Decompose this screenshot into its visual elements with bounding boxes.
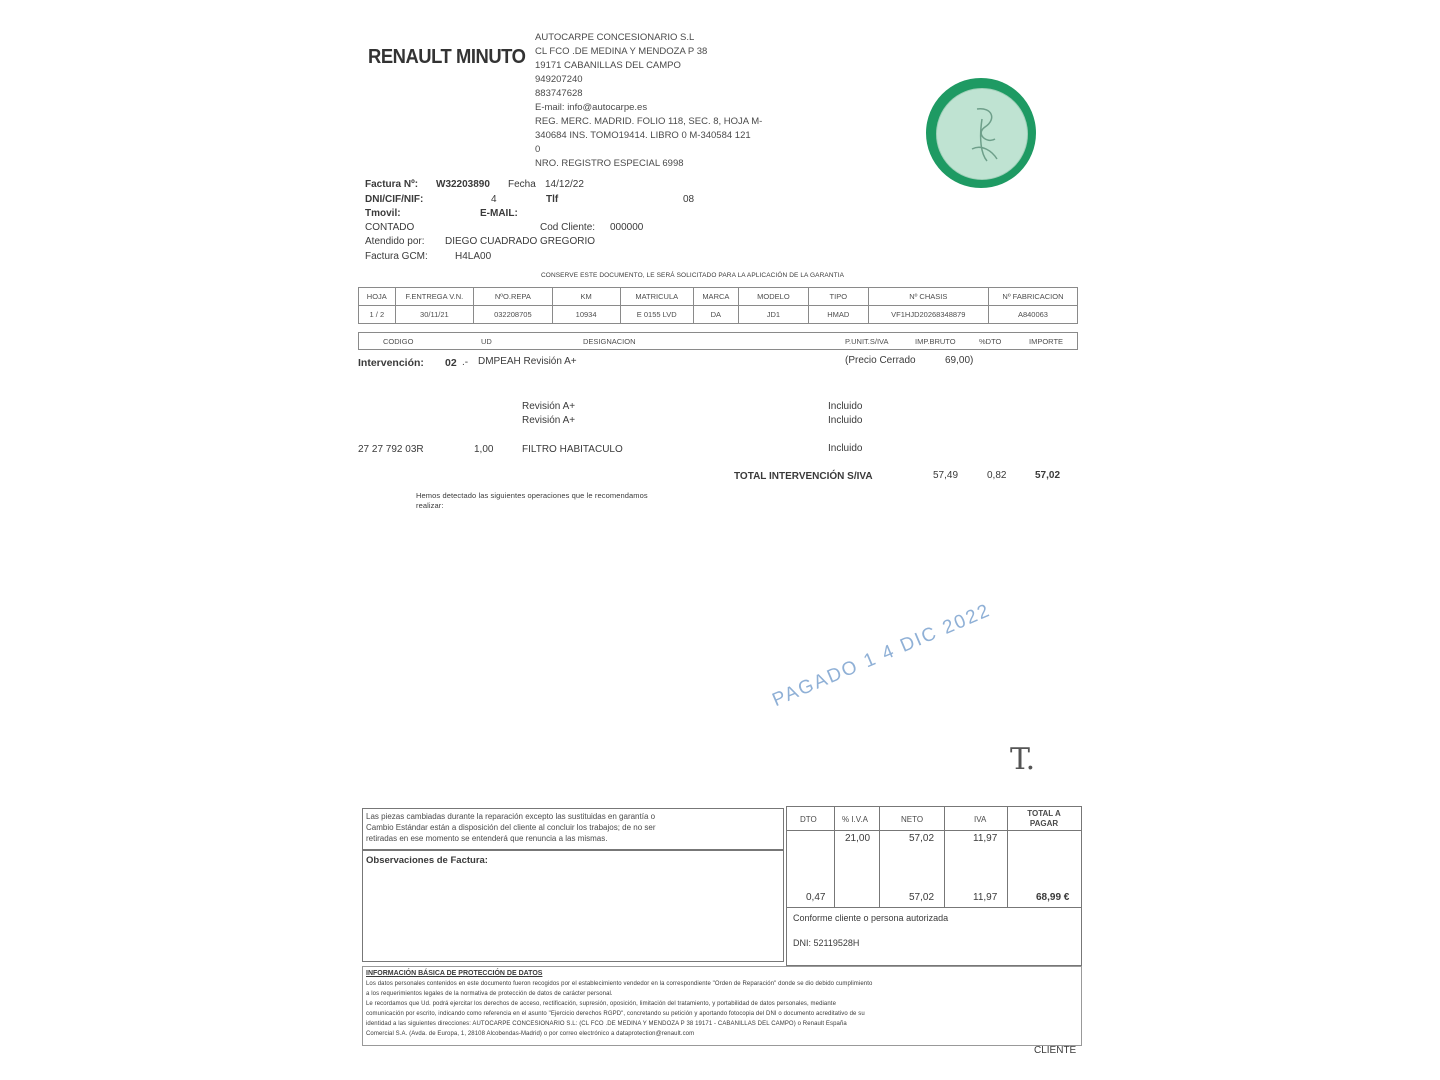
privacy-line: identidad a las siguientes direcciones: AUTOCARPE CONCESIONARIO S.L: (CL FCO .DE MEDINA Y MENDOZA P 38 19171 - CABANILLAS DEL CAMPO) o Renault España (366, 1021, 847, 1027)
vehicle-table-header (359, 288, 1078, 306)
table-cell: E 0155 LVD (620, 306, 693, 324)
tmovil-label: Tmovil: (365, 208, 401, 219)
fecha-label: Fecha (508, 179, 536, 190)
table-header-cell: F.ENTREGA V.N. (395, 288, 473, 306)
table-header-cell: TIPO (808, 288, 868, 306)
line-desc: Revisión A+ (522, 415, 576, 426)
privacy-line: comunicación por escrito, indicando como referencia en el asunto "Ejercicio derechos RGPD", concretando su petición y aportando fotocopia del DNI o documento acreditativo de su (366, 1011, 865, 1017)
totals-col-divider (1007, 806, 1008, 907)
factura-number: W32203890 (436, 179, 490, 190)
table-header-cell: Nº FABRICACION (988, 288, 1077, 306)
email-label: E-MAIL: (480, 208, 518, 219)
line-status: Incluido (828, 415, 863, 426)
fecha-value: 14/12/22 (545, 179, 584, 190)
dealer-line: 0 (535, 144, 541, 155)
totals-col-divider (834, 806, 835, 907)
totals-divider (786, 830, 1082, 831)
copy-label: CLIENTE (1034, 1045, 1077, 1056)
privacy-line: Comercial S.A. (Avda. de Europa, 1, 28108 Alcobendas-Madrid) o por correo electrónico a dataprotection@renault.com (366, 1031, 695, 1037)
totals-neto-final: 57,02 (909, 892, 935, 903)
privacy-line: Los datos personales contenidos en este documento fueron recogidos por el establecimiento vendedor en la correspondiente "Orden de Reparación" donde se dio debido cumplimiento (366, 981, 873, 987)
line-status: Incluido (828, 443, 863, 454)
table-header-cell: KM (552, 288, 620, 306)
privacy-box (362, 966, 1082, 1046)
table-cell: 10934 (552, 306, 620, 324)
parts-notice-line: Las piezas cambiadas durante la reparación excepto las sustituidas en garantía o (366, 812, 656, 821)
totals-iva-rate: 21,00 (845, 833, 871, 844)
dealer-line: AUTOCARPE CONCESIONARIO S.L (535, 32, 695, 43)
client-dni: DNI: 52119528H (793, 938, 860, 948)
column-header: P.UNIT.S/IVA (845, 337, 889, 346)
payment-method: CONTADO (365, 222, 415, 233)
column-header: IMP.BRUTO (915, 337, 956, 346)
dni-label: DNI/CIF/NIF: (365, 194, 424, 205)
gcm-value: H4LA00 (455, 251, 492, 262)
totals-col-divider (944, 806, 945, 907)
table-header-cell: Nº CHASIS (868, 288, 988, 306)
dni-value: 4 (491, 194, 497, 205)
totals-header: DTO (800, 815, 817, 824)
price-value: 69,00) (945, 355, 974, 366)
line-qty: 1,00 (474, 444, 494, 455)
conserve-note: CONSERVE ESTE DOCUMENTO, LE SERÁ SOLICITADO PARA LA APLICACIÓN DE LA GARANTIA (541, 272, 845, 279)
conforme-label: Conforme cliente o persona autorizada (793, 913, 949, 923)
items-column-header (358, 332, 1078, 350)
total-to-pay: 68,99 € (1036, 892, 1070, 903)
intervention-number: 02 (445, 357, 457, 369)
table-cell: HMAD (808, 306, 868, 324)
cod-cliente-value: 000000 (610, 222, 644, 233)
table-header-cell: HOJA (359, 288, 396, 306)
vehicle-table (358, 287, 1078, 324)
factura-label: Factura Nº: (365, 179, 419, 190)
tlf-label: Tlf (546, 194, 559, 205)
recommend-note-line: Hemos detectado las siguientes operaciones que le recomendamos (416, 491, 648, 500)
parts-notice-line: Cambio Estándar están a disposición del cliente al concluir los trabajos; de no ser (366, 823, 656, 832)
intervention-name: DMPEAH Revisión A+ (478, 356, 577, 367)
privacy-line: Le recordamos que Ud. podrá ejercitar los derechos de acceso, rectificación, supresión, oposición, limitación del tratamiento, y portabilidad de datos personales, mediante (366, 1001, 837, 1007)
line-status: Incluido (828, 401, 863, 412)
total-bruto: 57,49 (933, 470, 959, 481)
line-desc: Revisión A+ (522, 401, 576, 412)
table-cell: VF1HJD20268348879 (868, 306, 988, 324)
parts-notice-line: retiradas en ese momento se entenderá que renuncia a las mismas. (366, 834, 608, 843)
totals-col-divider (879, 806, 880, 907)
table-header-cell: MATRICULA (620, 288, 693, 306)
privacy-line: a los requerimientos legales de la normativa de protección de datos de carácter personal. (366, 991, 613, 997)
totals-divider (786, 907, 1082, 908)
table-header-cell: MARCA (693, 288, 738, 306)
company-seal (926, 78, 1036, 188)
gcm-label: Factura GCM: (365, 251, 428, 262)
column-header: CODIGO (383, 337, 414, 346)
dealer-line: 19171 CABANILLAS DEL CAMPO (535, 60, 681, 71)
totals-iva-final: 11,97 (973, 892, 998, 903)
price-note: (Precio Cerrado (845, 355, 916, 366)
table-header-cell: NºO.REPA (474, 288, 552, 306)
paid-stamp: PAGADO 1 4 DIC 2022 (769, 599, 995, 712)
total-intervention-label: TOTAL INTERVENCIÓN S/IVA (734, 471, 873, 482)
observaciones-box (362, 850, 784, 962)
totals-header: IVA (974, 815, 987, 824)
recommend-note-line: realizar: (416, 501, 444, 510)
total-importe: 57,02 (1035, 470, 1061, 481)
table-cell: A840063 (988, 306, 1077, 324)
total-dto: 0,82 (987, 470, 1007, 481)
parts-notice-box (362, 808, 784, 850)
intervention-label: Intervención: (358, 357, 424, 369)
totals-dto: 0,47 (806, 892, 826, 903)
dealer-line: 883747628 (535, 88, 583, 99)
signature-scribble-icon (937, 89, 1027, 179)
atendido-value: DIEGO CUADRADO GREGORIO (445, 236, 596, 247)
totals-header: TOTAL A PAGAR (1027, 809, 1061, 828)
vehicle-table-row (359, 306, 1078, 324)
totals-neto: 57,02 (909, 833, 935, 844)
column-header: %DTO (979, 337, 1002, 346)
table-cell: 032208705 (474, 306, 552, 324)
line-desc: FILTRO HABITACULO (522, 444, 623, 455)
totals-iva: 11,97 (973, 833, 998, 844)
dealer-info (535, 31, 762, 171)
dealer-line: 340684 INS. TOMO19414. LIBRO 0 M-340584 121 (535, 130, 751, 141)
brand-logo: RENAULT MINUTO (368, 46, 526, 68)
dealer-line: 949207240 (535, 74, 583, 85)
column-header: IMPORTE (1029, 337, 1064, 346)
observaciones-label: Observaciones de Factura: (366, 855, 488, 866)
table-cell: 30/11/21 (395, 306, 473, 324)
totals-header: % I.V.A (842, 815, 868, 824)
handwritten-mark: T. (1010, 742, 1036, 777)
line-code: 27 27 792 03R (358, 444, 424, 455)
column-header: DESIGNACION (583, 337, 636, 346)
table-cell: JD1 (738, 306, 808, 324)
dealer-line: CL FCO .DE MEDINA Y MENDOZA P 38 (535, 46, 708, 57)
tlf-value: 08 (683, 194, 695, 205)
atendido-label: Atendido por: (365, 236, 425, 247)
intervention-dash: .- (462, 357, 469, 368)
table-header-cell: MODELO (738, 288, 808, 306)
table-cell: DA (693, 306, 738, 324)
dealer-line: NRO. REGISTRO ESPECIAL 6998 (535, 158, 684, 169)
totals-header: NETO (901, 815, 924, 824)
cod-cliente-label: Cod Cliente: (540, 222, 596, 233)
privacy-title: INFORMACIÓN BÁSICA DE PROTECCIÓN DE DATOS (366, 970, 543, 977)
dealer-line: REG. MERC. MADRID. FOLIO 118, SEC. 8, HOJA M- (535, 116, 763, 127)
table-cell: 1 / 2 (359, 306, 396, 324)
dealer-line: E-mail: info@autocarpe.es (535, 102, 648, 113)
column-header: UD (481, 337, 492, 346)
